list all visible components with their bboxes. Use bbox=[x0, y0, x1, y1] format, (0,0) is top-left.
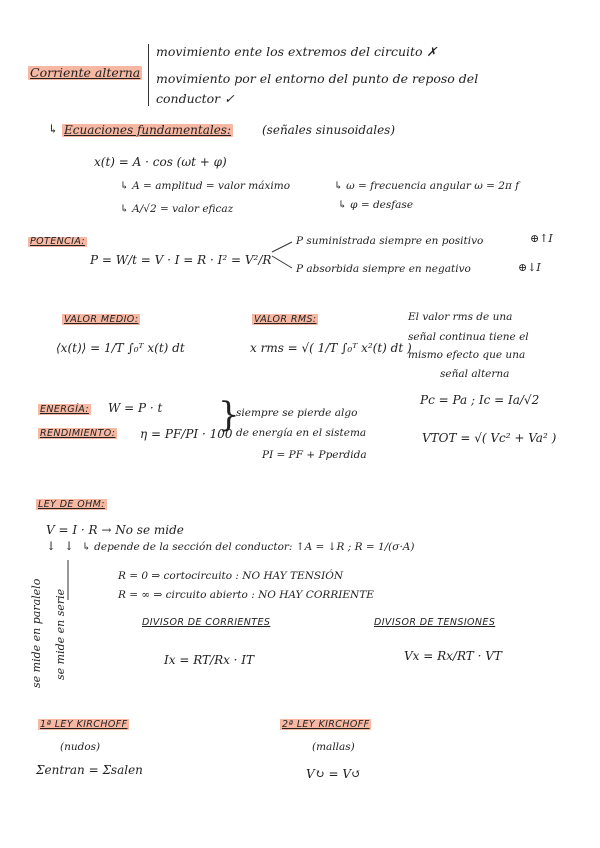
ohm-down-arrow-icon-1: ↓ bbox=[46, 539, 57, 553]
energia-formula: W = P · t bbox=[108, 401, 163, 415]
ohm-formula: V = I · R → No se mide bbox=[46, 523, 184, 537]
ohm-label: LEY DE OHM: bbox=[38, 499, 105, 510]
divisor-tens-formula: Vx = Rx/RT · VT bbox=[404, 649, 502, 663]
potencia-branch-down bbox=[272, 256, 292, 268]
battery-discharge-icon: ⊕↓I bbox=[518, 261, 541, 274]
ohm-serie: se mide en serie bbox=[54, 588, 67, 680]
kirchhoff1-sub: (nudos) bbox=[60, 741, 101, 753]
ohm-depende: ↳ depende de la sección del conductor: ↑A = ↓R ; R = 1/(σ·A) bbox=[82, 541, 415, 553]
ecuaciones-desfase: ↳ φ = desfase bbox=[338, 199, 414, 211]
rms-note-line2: señal continua tiene el bbox=[408, 331, 529, 343]
potencia-label: POTENCIA: bbox=[30, 236, 86, 247]
brace-icon: } bbox=[218, 395, 240, 435]
ohm-down-arrow-icon-2: ↓ bbox=[64, 539, 75, 553]
alterna-title: Corriente alterna bbox=[30, 65, 141, 80]
ecuaciones-formula: x(t) = A · cos (ωt + φ) bbox=[94, 155, 227, 169]
ecuaciones-note: (señales sinusoidales) bbox=[262, 123, 396, 137]
kirchhoff1-label: 1ª LEY KIRCHOFF bbox=[40, 719, 128, 730]
kirchhoff1-formula: Σentran = Σsalen bbox=[36, 763, 143, 777]
divisor-corr-label: DIVISOR DE CORRIENTES bbox=[142, 617, 271, 628]
rendimiento-balance: PI = PF + Pperdida bbox=[262, 449, 367, 461]
kirchhoff2-formula: V↻ = V↺ bbox=[306, 767, 362, 781]
rms-note-line4: señal alterna bbox=[440, 368, 510, 380]
rms-label: VALOR RMS: bbox=[254, 314, 317, 325]
alterna-line1: movimiento ente los extremos del circuito ✗ bbox=[156, 44, 438, 59]
divisor-tens-label: DIVISOR DE TENSIONES bbox=[374, 617, 496, 628]
ohm-r0: R = 0 ⇒ cortocircuito : NO HAY TENSIÓN bbox=[118, 570, 344, 582]
rendimiento-note1: siempre se pierde algo bbox=[236, 407, 358, 419]
ecuaciones-arrow-icon: ↳ bbox=[48, 122, 59, 136]
kirchhoff2-sub: (mallas) bbox=[312, 741, 355, 753]
rms-note-vtot: VTOT = √( Vc² + Va² ) bbox=[422, 431, 557, 445]
ecuaciones-freq: ↳ ω = frecuencia angular ω = 2π f bbox=[334, 180, 520, 192]
rms-note-eq: Pc = Pa ; Ic = Ia/√2 bbox=[420, 393, 540, 407]
rendimiento-formula: η = PF/PI · 100 bbox=[140, 427, 233, 441]
energia-label: ENERGÍA: bbox=[40, 404, 89, 415]
rms-formula: x rms = √( 1/T ∫₀ᵀ x²(t) dt ) bbox=[250, 341, 412, 355]
potencia-branch-up bbox=[272, 242, 292, 252]
potencia-absorbida: P absorbida siempre en negativo bbox=[296, 263, 471, 275]
rendimiento-label: RENDIMIENTO: bbox=[40, 428, 116, 439]
medio-formula: ⟨x(t)⟩ = 1/T ∫₀ᵀ x(t) dt bbox=[56, 341, 185, 355]
rendimiento-note2: de energía en el sistema bbox=[236, 427, 367, 439]
potencia-suministrada: P suministrada siempre en positivo bbox=[296, 235, 484, 247]
ohm-paralelo: se mide en paralelo bbox=[30, 578, 43, 688]
battery-charge-icon: ⊕↑I bbox=[530, 232, 553, 245]
alterna-line3: conductor ✓ bbox=[156, 91, 235, 106]
divisor-corr-formula: Ix = RT/Rx · IT bbox=[164, 653, 255, 667]
ecuaciones-eficaz: ↳ A/√2 = valor eficaz bbox=[120, 203, 234, 215]
ohm-rinf: R = ∞ ⇒ circuito abierto : NO HAY CORRIENTE bbox=[118, 589, 374, 601]
rms-note-line1: El valor rms de una bbox=[408, 311, 513, 323]
kirchhoff2-label: 2ª LEY KIRCHOFF bbox=[282, 719, 370, 730]
ecuaciones-amp: ↳ A = amplitud = valor máximo bbox=[120, 180, 291, 192]
medio-label: VALOR MEDIO: bbox=[64, 314, 139, 325]
alterna-line2: movimiento por el entorno del punto de reposo del bbox=[156, 71, 479, 86]
ecuaciones-heading: Ecuaciones fundamentales: bbox=[64, 123, 232, 137]
rms-note-line3: mismo efecto que una bbox=[408, 349, 526, 361]
potencia-formula: P = W/t = V · I = R · I² = V²/R bbox=[90, 253, 272, 267]
